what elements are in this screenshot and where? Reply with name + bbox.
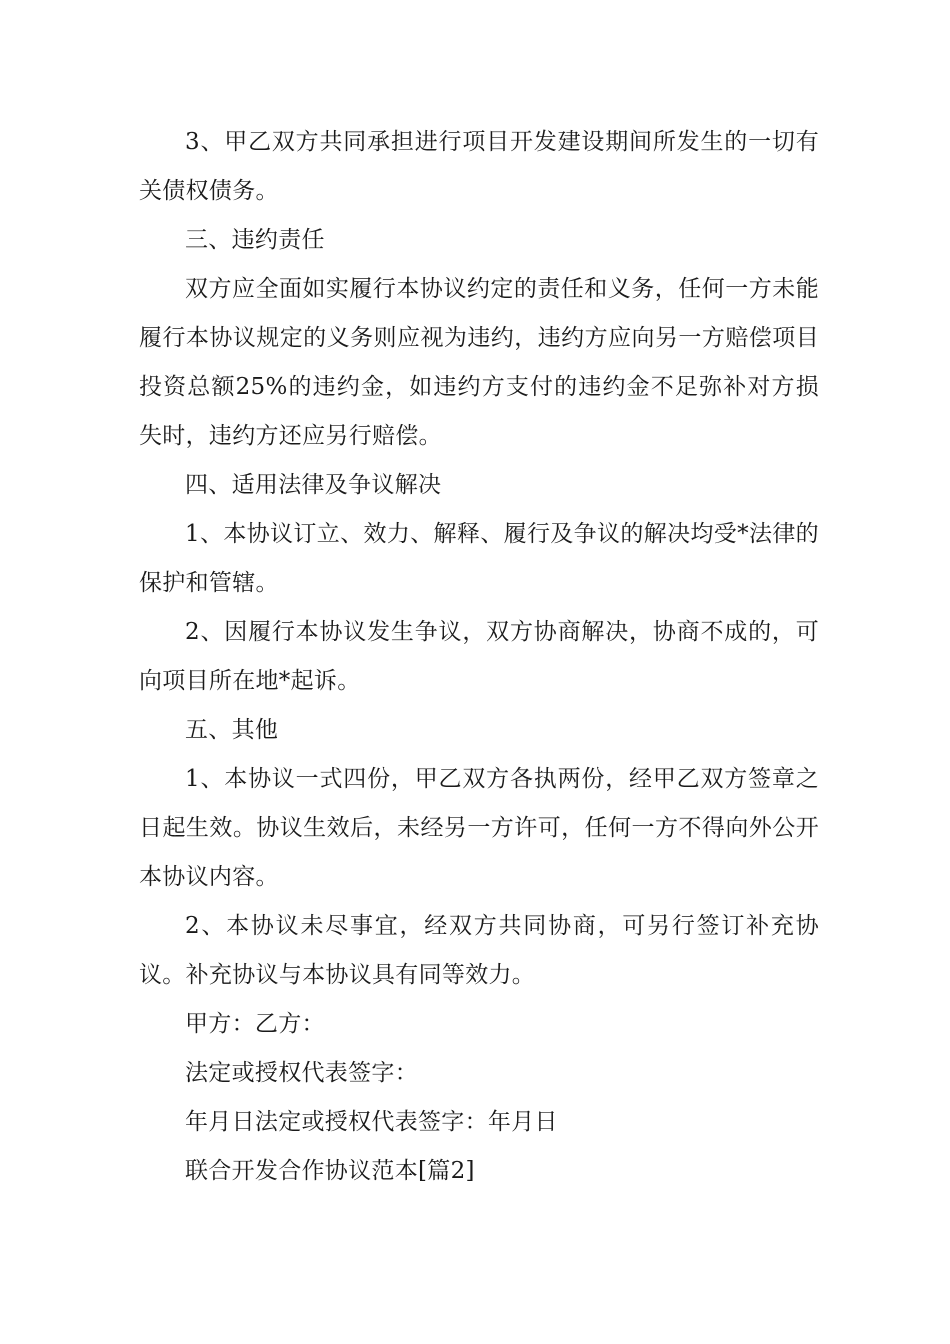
signature-line-1: 法定或授权代表签字： [185, 1060, 418, 1086]
clause-2-supplementary: 2、本协议未尽事宜，经双方共同协商，可另行签订补充协议。补充协议与本协议具有同等效力。 [139, 913, 819, 988]
section-heading-law-disputes: 四、适用法律及争议解决 [185, 472, 442, 498]
clause-2-dispute-resolution: 2、因履行本协议发生争议，双方协商解决，协商不成的，可向项目所在地*起诉。 [139, 619, 819, 694]
section-heading-other: 五、其他 [185, 717, 279, 743]
clause-3-debts: 3、甲乙双方共同承担进行项目开发建设期间所发生的一切有关债权债务。 [139, 129, 819, 204]
breach-liability-paragraph: 双方应全面如实履行本协议约定的责任和义务，任何一方未能履行本协议规定的义务则应视为违约，违约方应向另一方赔偿项目投资总额25%的违约金，如违约方支付的违约金不足弥补对方损失时，违约方还应另行赔偿。 [139, 276, 819, 449]
section-heading-breach: 三、违约责任 [185, 227, 325, 253]
next-article-title: 联合开发合作协议范本[篇2] [185, 1158, 475, 1184]
signature-line-2: 年月日法定或授权代表签字：年月日 [185, 1109, 558, 1135]
party-labels: 甲方：乙方： [185, 1011, 325, 1037]
clause-1-copies-effect: 1、本协议一式四份，甲乙双方各执两份，经甲乙双方签章之日起生效。协议生效后，未经另一方许可，任何一方不得向外公开本协议内容。 [139, 766, 819, 890]
document-body [139, 118, 819, 1196]
clause-1-governing-law: 1、本协议订立、效力、解释、履行及争议的解决均受*法律的保护和管辖。 [139, 521, 819, 596]
